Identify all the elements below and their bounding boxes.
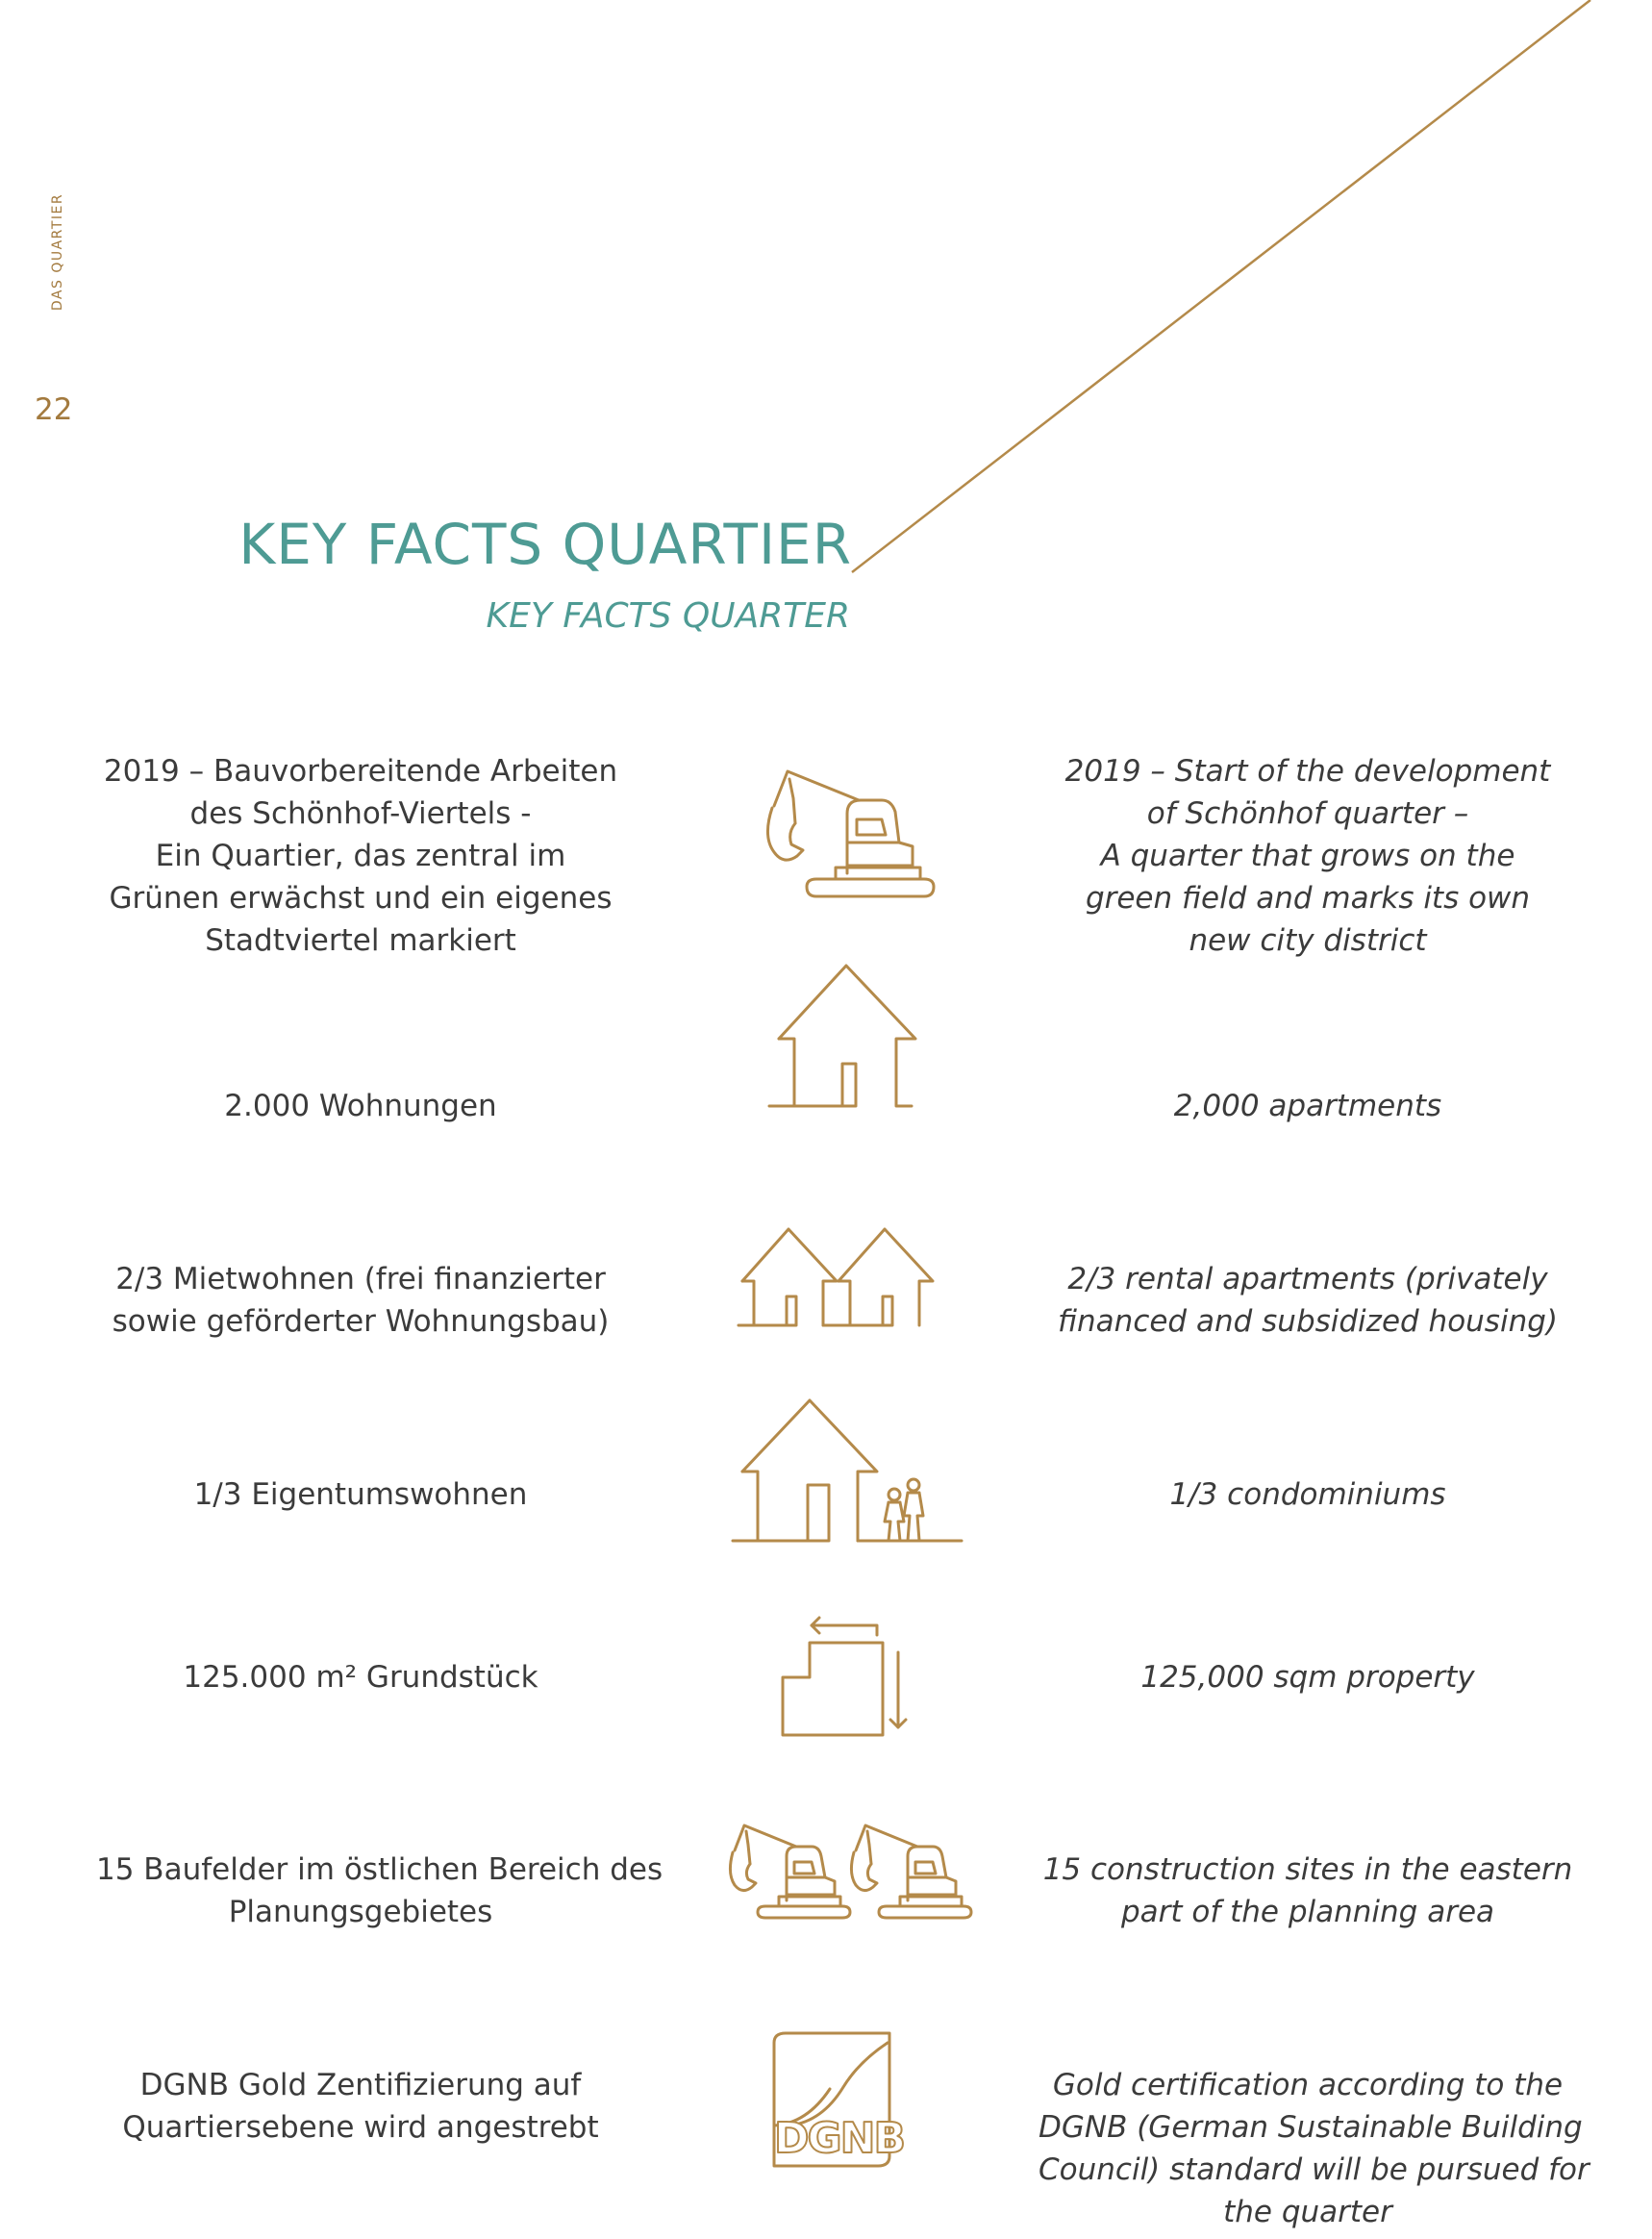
fact-text-en: 125,000 sqm property	[1140, 1660, 1475, 1695]
fact-text-de: 15 Baufelder im östlichen Bereich des Planungsgebietes	[96, 1852, 663, 1929]
fact-text-de: 2019 – Bauvorbereitende Arbeiten des Schönhof-Viertels - Ein Quartier, das zentral im Grünen erwächst und ein eigenes Stadtviertel markiert	[103, 754, 618, 958]
two-houses-icon	[738, 1221, 950, 1337]
page-subtitle: KEY FACTS QUARTER	[486, 596, 850, 636]
fact-text-en: 2019 – Start of the development of Schönhof quarter – A quarter that grows on the green field and marks its own new city district	[1064, 754, 1551, 958]
two-excavators-icon	[721, 1818, 971, 1924]
page-title: KEY FACTS QUARTIER	[238, 512, 852, 577]
fact-text-de: 2.000 Wohnungen	[224, 1089, 497, 1123]
page-number: 22	[35, 392, 73, 427]
fact-text-en: 15 construction sites in the eastern part of the planning area	[1042, 1852, 1573, 1929]
svg-text:DGNB: DGNB	[774, 2114, 904, 2163]
plot-area-icon	[779, 1616, 914, 1750]
excavator-icon	[755, 760, 947, 904]
dgnb-logo-icon	[764, 2029, 904, 2183]
house-with-people-icon	[733, 1395, 973, 1548]
fact-text-en: Gold certification according to the DGNB (German Sustainable Building Council) standard will be pursued for the quarter	[1039, 2068, 1589, 2229]
fact-text-en: 2,000 apartments	[1173, 1089, 1442, 1123]
fact-text-de: DGNB Gold Zentifizierung auf Quartiersebene wird angestrebt	[122, 2068, 599, 2145]
fact-text-de: 2/3 Mietwohnen (frei finanzierter sowie geförderter Wohnungsbau)	[112, 1262, 610, 1339]
fact-text-de: 125.000 m² Grundstück	[183, 1660, 538, 1695]
fact-text-en: 1/3 condominiums	[1169, 1477, 1446, 1512]
house-icon	[769, 962, 923, 1116]
fact-text-en: 2/3 rental apartments (privately financed and subsidized housing)	[1058, 1262, 1558, 1339]
section-label: DAS QUARTIER	[50, 192, 65, 312]
fact-text-de: 1/3 Eigentumswohnen	[193, 1477, 528, 1512]
